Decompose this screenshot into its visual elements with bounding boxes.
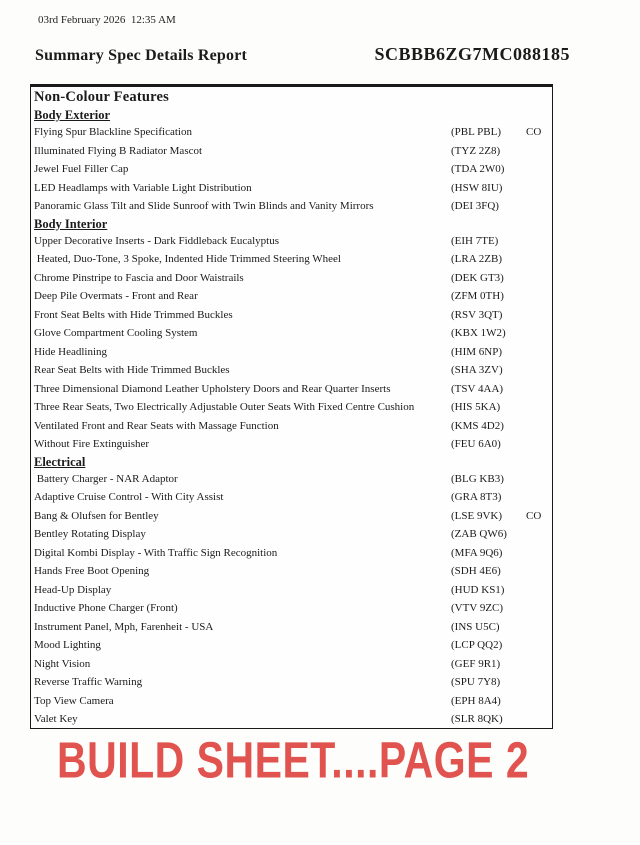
- feature-code: (TYZ 2Z8): [451, 144, 501, 157]
- feature-code: (EIH 7TE): [451, 234, 499, 247]
- spec-row: [34, 581, 548, 600]
- report-body: [34, 107, 548, 729]
- feature-name: Three Dimensional Diamond Leather Upholstery Doors and Rear Quarter Inserts: [34, 382, 391, 395]
- feature-code: (SDH 4E6): [451, 565, 501, 577]
- feature-name: Panoramic Glass Tilt and Slide Sunroof with Twin Blinds and Vanity Mirrors: [34, 200, 374, 212]
- spec-row: [34, 599, 548, 618]
- spec-row: [34, 123, 548, 142]
- spec-row: [34, 179, 548, 198]
- feature-name: Jewel Fuel Filler Cap: [34, 163, 129, 175]
- feature-name: Ventilated Front and Rear Seats with Massage Function: [34, 419, 279, 432]
- vin-number: SCBBB6ZG7MC088185: [374, 44, 570, 64]
- feature-name: Flying Spur Blackline Specification: [34, 126, 192, 138]
- section-header: Electrical: [34, 454, 86, 469]
- spec-row: [34, 673, 548, 692]
- feature-name: Reverse Traffic Warning: [34, 676, 143, 688]
- spec-row: [34, 636, 548, 655]
- feature-name: Inductive Phone Charger (Front): [34, 602, 178, 614]
- title-bar: [35, 44, 570, 65]
- feature-name: Head-Up Display: [34, 583, 112, 596]
- feature-name: Chrome Pinstripe to Fascia and Door Waistrails: [34, 271, 244, 284]
- feature-code: (FEU 6A0): [451, 438, 501, 450]
- feature-code: (KMS 4D2): [451, 419, 504, 432]
- feature-code: (SLR 8QK): [451, 713, 503, 725]
- spec-row: [34, 562, 548, 581]
- spec-row: [34, 160, 548, 179]
- feature-code: (TSV 4AA): [451, 382, 504, 395]
- spec-row: [34, 544, 548, 563]
- feature-name: Battery Charger - NAR Adaptor: [34, 472, 178, 485]
- feature-name: Three Rear Seats, Two Electrically Adjustable Outer Seats With Fixed Centre Cushion: [34, 401, 415, 413]
- feature-code: (RSV 3QT): [451, 308, 503, 321]
- feature-code: (BLG KB3): [451, 472, 504, 485]
- spec-row: [34, 197, 548, 216]
- feature-code: (SHA 3ZV): [451, 364, 503, 376]
- feature-code: (LRA 2ZB): [451, 253, 503, 265]
- spec-row: [34, 324, 548, 343]
- feature-name: Night Vision: [34, 657, 91, 670]
- feature-name: Hide Headlining: [34, 345, 108, 358]
- feature-name: Adaptive Cruise Control - With City Assist: [34, 491, 224, 503]
- feature-code: (INS U5C): [451, 620, 500, 633]
- feature-name: Top View Camera: [34, 694, 114, 707]
- feature-code: (LCP QQ2): [451, 639, 503, 651]
- spec-row: [34, 710, 548, 729]
- feature-code: (HUD KS1): [451, 583, 505, 596]
- spec-row: [34, 287, 548, 306]
- spec-row: [34, 142, 548, 161]
- feature-name: Bentley Rotating Display: [34, 528, 146, 540]
- feature-name: Glove Compartment Cooling System: [34, 327, 198, 339]
- feature-name: Deep Pile Overmats - Front and Rear: [34, 290, 198, 302]
- feature-code: (LSE 9VK): [451, 509, 503, 522]
- feature-name: Bang & Olufsen for Bentley: [34, 509, 159, 522]
- spec-row: [34, 655, 548, 674]
- spec-row: [34, 380, 548, 399]
- feature-name: Hands Free Boot Opening: [34, 565, 150, 577]
- feature-name: Valet Key: [34, 713, 78, 725]
- page-stamp: BUILD SHEET....PAGE 2: [57, 731, 530, 789]
- feature-name: Digital Kombi Display - With Traffic Sign Recognition: [34, 546, 278, 559]
- spec-row: [34, 618, 548, 637]
- spec-row: [34, 692, 548, 711]
- feature-name: Without Fire Extinguisher: [34, 438, 150, 450]
- feature-code: (MFA 9Q6): [451, 546, 503, 559]
- feature-code: (HIS 5KA): [451, 401, 501, 413]
- feature-code-suffix: CO: [526, 509, 542, 522]
- spec-row: [34, 435, 548, 454]
- spec-row: [34, 250, 548, 269]
- feature-code: (SPU 7Y8): [451, 676, 501, 688]
- feature-name: Upper Decorative Inserts - Dark Fiddleback Eucalyptus: [34, 234, 279, 247]
- feature-name: LED Headlamps with Variable Light Distribution: [34, 181, 252, 194]
- spec-row: [34, 232, 548, 251]
- section-header: Body Interior: [34, 216, 108, 231]
- spec-row: [34, 343, 548, 362]
- spec-row: [34, 488, 548, 507]
- feature-code: (VTV 9ZC): [451, 602, 504, 614]
- page-title: Summary Spec Details Report: [35, 47, 248, 64]
- spec-row: [34, 306, 548, 325]
- feature-code: (ZFM 0TH): [451, 290, 504, 302]
- feature-name: Illuminated Flying B Radiator Mascot: [34, 144, 203, 157]
- box-title: Non-Colour Features: [34, 89, 169, 105]
- feature-code-suffix: CO: [526, 126, 542, 138]
- feature-code: (EPH 8A4): [451, 694, 501, 707]
- feature-code: (TDA 2W0): [451, 163, 505, 175]
- feature-code: (ZAB QW6): [451, 528, 507, 540]
- spec-row: [34, 470, 548, 489]
- spec-row: [34, 507, 548, 526]
- spec-row: [34, 398, 548, 417]
- spec-row: [34, 417, 548, 436]
- feature-name: Instrument Panel, Mph, Farenheit - USA: [34, 620, 214, 633]
- spec-row: [34, 361, 548, 380]
- report-timestamp: 03rd February 2026 12:35 AM: [38, 14, 176, 26]
- feature-name: Heated, Duo-Tone, 3 Spoke, Indented Hide Trimmed Steering Wheel: [34, 253, 341, 265]
- feature-code: (GEF 9R1): [451, 657, 501, 670]
- spec-row: [34, 269, 548, 288]
- feature-code: (HSW 8IU): [451, 181, 503, 194]
- spec-details-box: [30, 84, 553, 729]
- feature-code: (DEK GT3): [451, 271, 504, 284]
- spec-row: [34, 525, 548, 544]
- feature-name: Front Seat Belts with Hide Trimmed Buckles: [34, 308, 233, 321]
- feature-code: (PBL PBL): [451, 126, 502, 138]
- feature-code: (GRA 8T3): [451, 491, 502, 503]
- feature-code: (HIM 6NP): [451, 345, 503, 358]
- section-header: Body Exterior: [34, 108, 111, 122]
- feature-name: Rear Seat Belts with Hide Trimmed Buckles: [34, 364, 230, 376]
- feature-code: (DEI 3FQ): [451, 200, 499, 212]
- feature-name: Mood Lighting: [34, 639, 101, 651]
- feature-code: (KBX 1W2): [451, 327, 506, 339]
